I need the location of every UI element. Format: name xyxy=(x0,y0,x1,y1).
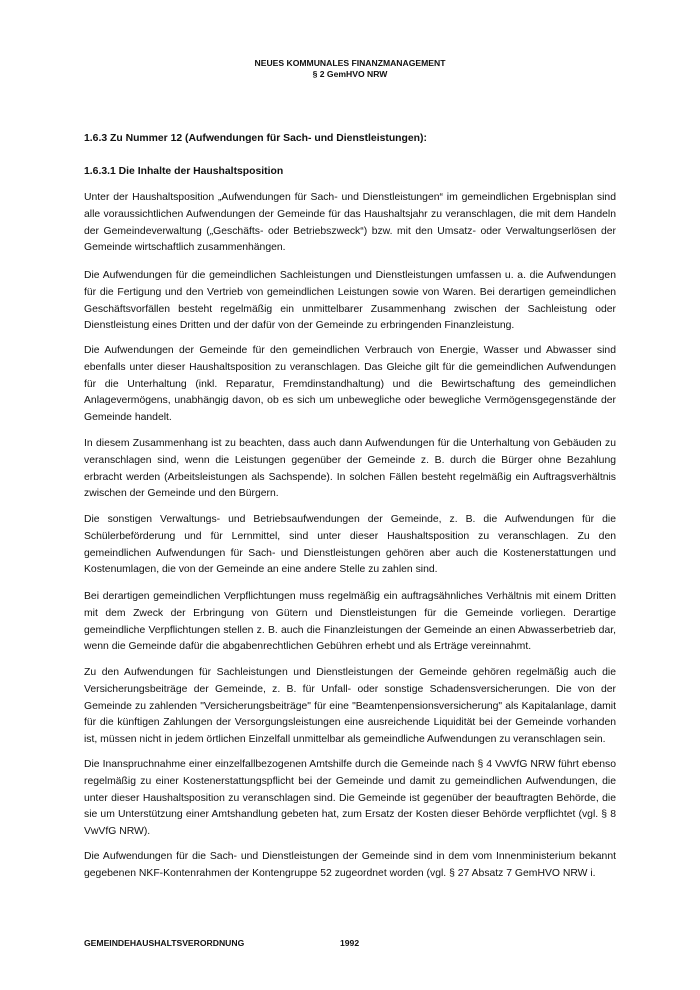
paragraph-1: Unter der Haushaltsposition „Aufwendungen für Sach- und Dienstleistungen“ im gemeindlichen Ergebnisplan sind alle voraussichtlichen Aufwendungen der Gemeinde für das Haushaltsjahr zu veranschlagen, die mit dem Handeln der Gemeindeverwaltung („Geschäfts- oder Betriebszweck“) bzw. mit den Umsatz- oder Verwaltungserlösen der Gemeinde wirtschaftlich zusammenhängen. xyxy=(84,192,616,254)
paragraph-7: Zu den Aufwendungen für Sachleistungen und Dienstleistungen der Gemeinde gehören regelmäßig auch die Versicherungsbeiträge der Gemeinde, z. B. für Unfall- oder sonstige Schadensversicherungen. Die von der Gemeinde zu zahlenden "Versicherungsbeiträge" für eine "Beamtenpensionsversicherung" als Kapitalanlage, damit für die künftigen Zahlungen der Versorgungsleistungen eine ausreichende Liquidität bei der Gemeinde vorhanden ist, müssen nicht in jedem örtlichen Einzelfall unmittelbar als gemeindliche Aufwendungen zu veranschlagen sein. xyxy=(84,667,616,746)
paragraph-2: Die Aufwendungen für die gemeindlichen Sachleistungen und Dienstleistungen umfassen u. a. die Aufwendungen für die Fertigung und den Vertrieb von gemeindlichen Leistungen sowie von Waren. Bei derartigen gemeindlichen Geschäftsvorfällen besteht regelmäßig ein unmittelbarer Zusammenhang zwischen der Sachleistung oder Dienstleistung eines Dritten und der dafür von der Gemeinde zu erbringenden Finanzleistung. xyxy=(84,270,616,332)
paragraph-5: Die sonstigen Verwaltungs- und Betriebsaufwendungen der Gemeinde, z. B. die Aufwendungen für die Schülerbeförderung und für Lernmittel, sind unter dieser Haushaltsposition zu veranschlagen. Zu den gemeindlichen Aufwendungen für Sach- und Dienstleistungen gehören aber auch die Kostenerstattungen und Kostenumlagen, die von der Gemeinde an eine andere Stelle zu zahlen sind. xyxy=(84,514,616,576)
subsection-heading: 1.6.3.1 Die Inhalte der Haushaltsposition xyxy=(84,166,284,177)
footer-title: GEMEINDEHAUSHALTSVERORDNUNG xyxy=(84,938,245,948)
paragraph-8: Die Inanspruchnahme einer einzelfallbezogenen Amtshilfe durch die Gemeinde nach § 4 VwVfG NRW führt ebenso regelmäßig zu einer Kostenerstattungspflicht bei der Gemeinde und damit zu gemeindlichen Aufwendungen, die unter dieser Haushaltsposition zu veranschlagen sind. Die Gemeinde ist gegenüber der beauftragten Behörde, die sie um Unterstützung einer Amtshandlung gebeten hat, zum Ersatz der Kosten dieser Behörde verpflichtet (vgl. § 8 VwVfG NRW). xyxy=(84,759,616,838)
paragraph-4: In diesem Zusammenhang ist zu beachten, dass auch dann Aufwendungen für die Unterhaltung von Gebäuden zu veranschlagen sind, wenn die Leistungen gegenüber der Gemeinde z. B. durch die Bürger ohne Bezahlung erbracht werden (Arbeitsleistungen als Sachspende). In solchen Fällen besteht regelmäßig ein Auftragsverhältnis zwischen der Gemeinde und den Bürgern. xyxy=(84,438,616,500)
paragraph-3: Die Aufwendungen der Gemeinde für den gemeindlichen Verbrauch von Energie, Wasser und Abwasser sind ebenfalls unter dieser Haushaltsposition zu veranschlagen. Das Gleiche gilt für die gemeindlichen Aufwendungen für die Unterhaltung (inkl. Reparatur, Fremdinstandhaltung) und die Bewirtschaftung des gemeindlichen Anlagevermögens, unabhängig davon, ob es sich um unbewegliche oder bewegliche Vermögensgegenstände der Gemeinde handelt. xyxy=(84,345,616,424)
section-heading: 1.6.3 Zu Nummer 12 (Aufwendungen für Sach- und Dienstleistungen): xyxy=(84,133,427,144)
header-title: NEUES KOMMUNALES FINANZMANAGEMENT xyxy=(254,58,446,68)
page-header xyxy=(0,58,700,80)
paragraph-6: Bei derartigen gemeindlichen Verpflichtungen muss regelmäßig ein auftragsähnliches Verhältnis mit einem Dritten mit dem Zweck der Erbringung von Gütern und Dienstleistungen für die Gemeinde vorliegen. Derartige gemeindliche Verpflichtungen stellen z. B. auch die Finanzleistungen der Gemeinde an einen Abwasserbetrieb dar, wenn die Gemeinde dafür die abgabenrechtlichen Gebühren erhebt und als Erträge vereinnahmt. xyxy=(84,591,616,653)
paragraph-9: Die Aufwendungen für die Sach- und Dienstleistungen der Gemeinde sind in dem vom Innenministerium bekannt gegebenen NKF-Kontenrahmen der Kontengruppe 52 zugeordnet worden (vgl. § 27 Absatz 7 GemHVO NRW i. xyxy=(84,851,616,879)
header-subtitle: § 2 GemHVO NRW xyxy=(312,69,388,79)
page-number: 1992 xyxy=(340,938,360,948)
